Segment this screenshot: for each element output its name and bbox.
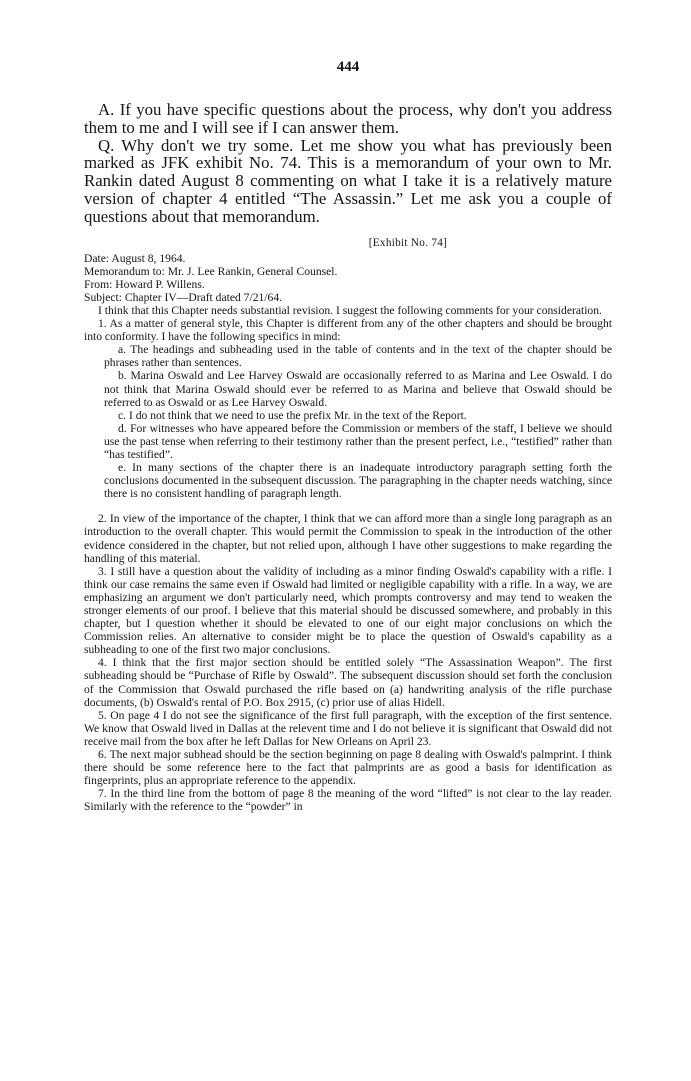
memo-from: From: Howard P. Willens. <box>84 277 205 291</box>
memo-point-5: 5. On page 4 I do not see the significance of the first full paragraph, with the exception of the first sentence. We know that Oswald lived in Dallas at the relevent time and I do not believe it is significant that Oswald did not receive mail from the box after he left Dallas for New Orleans on April 23. <box>84 708 612 748</box>
memo-sub-item-a: a. The headings and subheading used in the table of contents and in the text of the chapter should be phrases rather than sentences. <box>104 343 612 370</box>
memo-to: Memorandum to: Mr. J. Lee Rankin, General Counsel. <box>84 264 338 278</box>
memo-sub-item-e: e. In many sections of the chapter there is an inadequate introductory paragraph setting forth the conclusions documented in the subsequent discussion. The paragraphing in the chapter needs watching, since there is no consistent handling of paragraph length. <box>104 461 612 501</box>
memo-sub-item-d: d. For witnesses who have appeared before the Commission or members of the staff, I believe we should use the past tense when referring to their testimony rather than the present perfect, i.e., “testified” rather than “has testified”. <box>104 421 612 461</box>
memo-sub-item-b: b. Marina Oswald and Lee Harvey Oswald are occasionally referred to as Marina and Lee Oswald. I do not think that Marina Oswald should ever be referred to as Marina and believe that Oswald should be referred to as Oswald or as Lee Harvey Oswald. <box>104 369 612 409</box>
memo-intro: I think that this Chapter needs substantial revision. I suggest the following comments for your consideration. <box>98 303 602 317</box>
document-page <box>84 58 612 814</box>
testimony-answer: A. If you have specific questions about the process, why don't you address them to me and I will see if I can answer them. <box>84 100 612 137</box>
testimony-question: Q. Why don't we try some. Let me show you what has previously been marked as JFK exhibit No. 74. This is a memorandum of your own to Mr. Rankin dated August 8 commenting on what I take it is a relatively mature version of chapter 4 entitled “The Assassin.” Let me ask you a couple of questions about that memorandum. <box>84 135 612 226</box>
memo-point-4: 4. I think that the first major section should be entitled solely “The Assassination Weapon”. The first subheading should be “Purchase of Rifle by Oswald”. The subsequent discussion should set forth the conclusion of the Commission that Oswald purchased the rifle based on (a) handwriting analysis of the rifle purchase documents, (b) Oswald's rental of P.O. Box 2915, (c) prior use of alias Hidell. <box>84 656 612 709</box>
memo-point-1: 1. As a matter of general style, this Chapter is different from any of the other chapters and should be brought into conformity. I have the following specifics in mind: <box>84 317 612 344</box>
section-gap <box>84 500 612 512</box>
page-number: 444 <box>336 59 360 75</box>
memo-header <box>84 252 612 304</box>
memo-date: Date: August 8, 1964. <box>84 251 186 265</box>
memo-point-6: 6. The next major subhead should be the section beginning on page 8 dealing with Oswald's palmprint. I think there should be some reference here to the fact that palmprints are as good a basis for identification as fingerprints, plus an appropriate reference to the appendix. <box>84 748 612 788</box>
memo-point-3: 3. I still have a question about the validity of including as a minor finding Oswald's capability with a rifle. I think our case remains the same even if Oswald had limited or negligible capability with a rifle. In a way, we are emphasizing an argument we don't particularly need, which prompts controversy and may tend to weaken the stronger elements of our proof. I believe that this material should be discussed somewhere, and probably in this chapter, but I question whether it should be elevated to one of our eight major conclusions on which the Commission relies. An alternative to consider might be to place the question of Oswald's capability as a subheading to one of the first two major conclusions. <box>84 564 612 657</box>
exhibit-title: [Exhibit No. 74] <box>368 236 448 249</box>
memo-point-2: 2. In view of the importance of the chapter, I think that we can afford more than a single long paragraph as an introduction to the overall chapter. This would permit the Commission to speak in the introduction of the other evidence considered in the chapter, but not relied upon, although I have other suggestions to make regarding the handling of this material. <box>84 512 612 565</box>
memo-subject: Subject: Chapter IV—Draft dated 7/21/64. <box>84 290 283 304</box>
memo-point-7: 7. In the third line from the bottom of page 8 the meaning of the word “lifted” is not clear to the lay reader. Similarly with the reference to the “powder” in <box>84 787 612 814</box>
memo-sub-item-c: c. I do not think that we need to use the prefix Mr. in the text of the Report. <box>118 408 467 422</box>
